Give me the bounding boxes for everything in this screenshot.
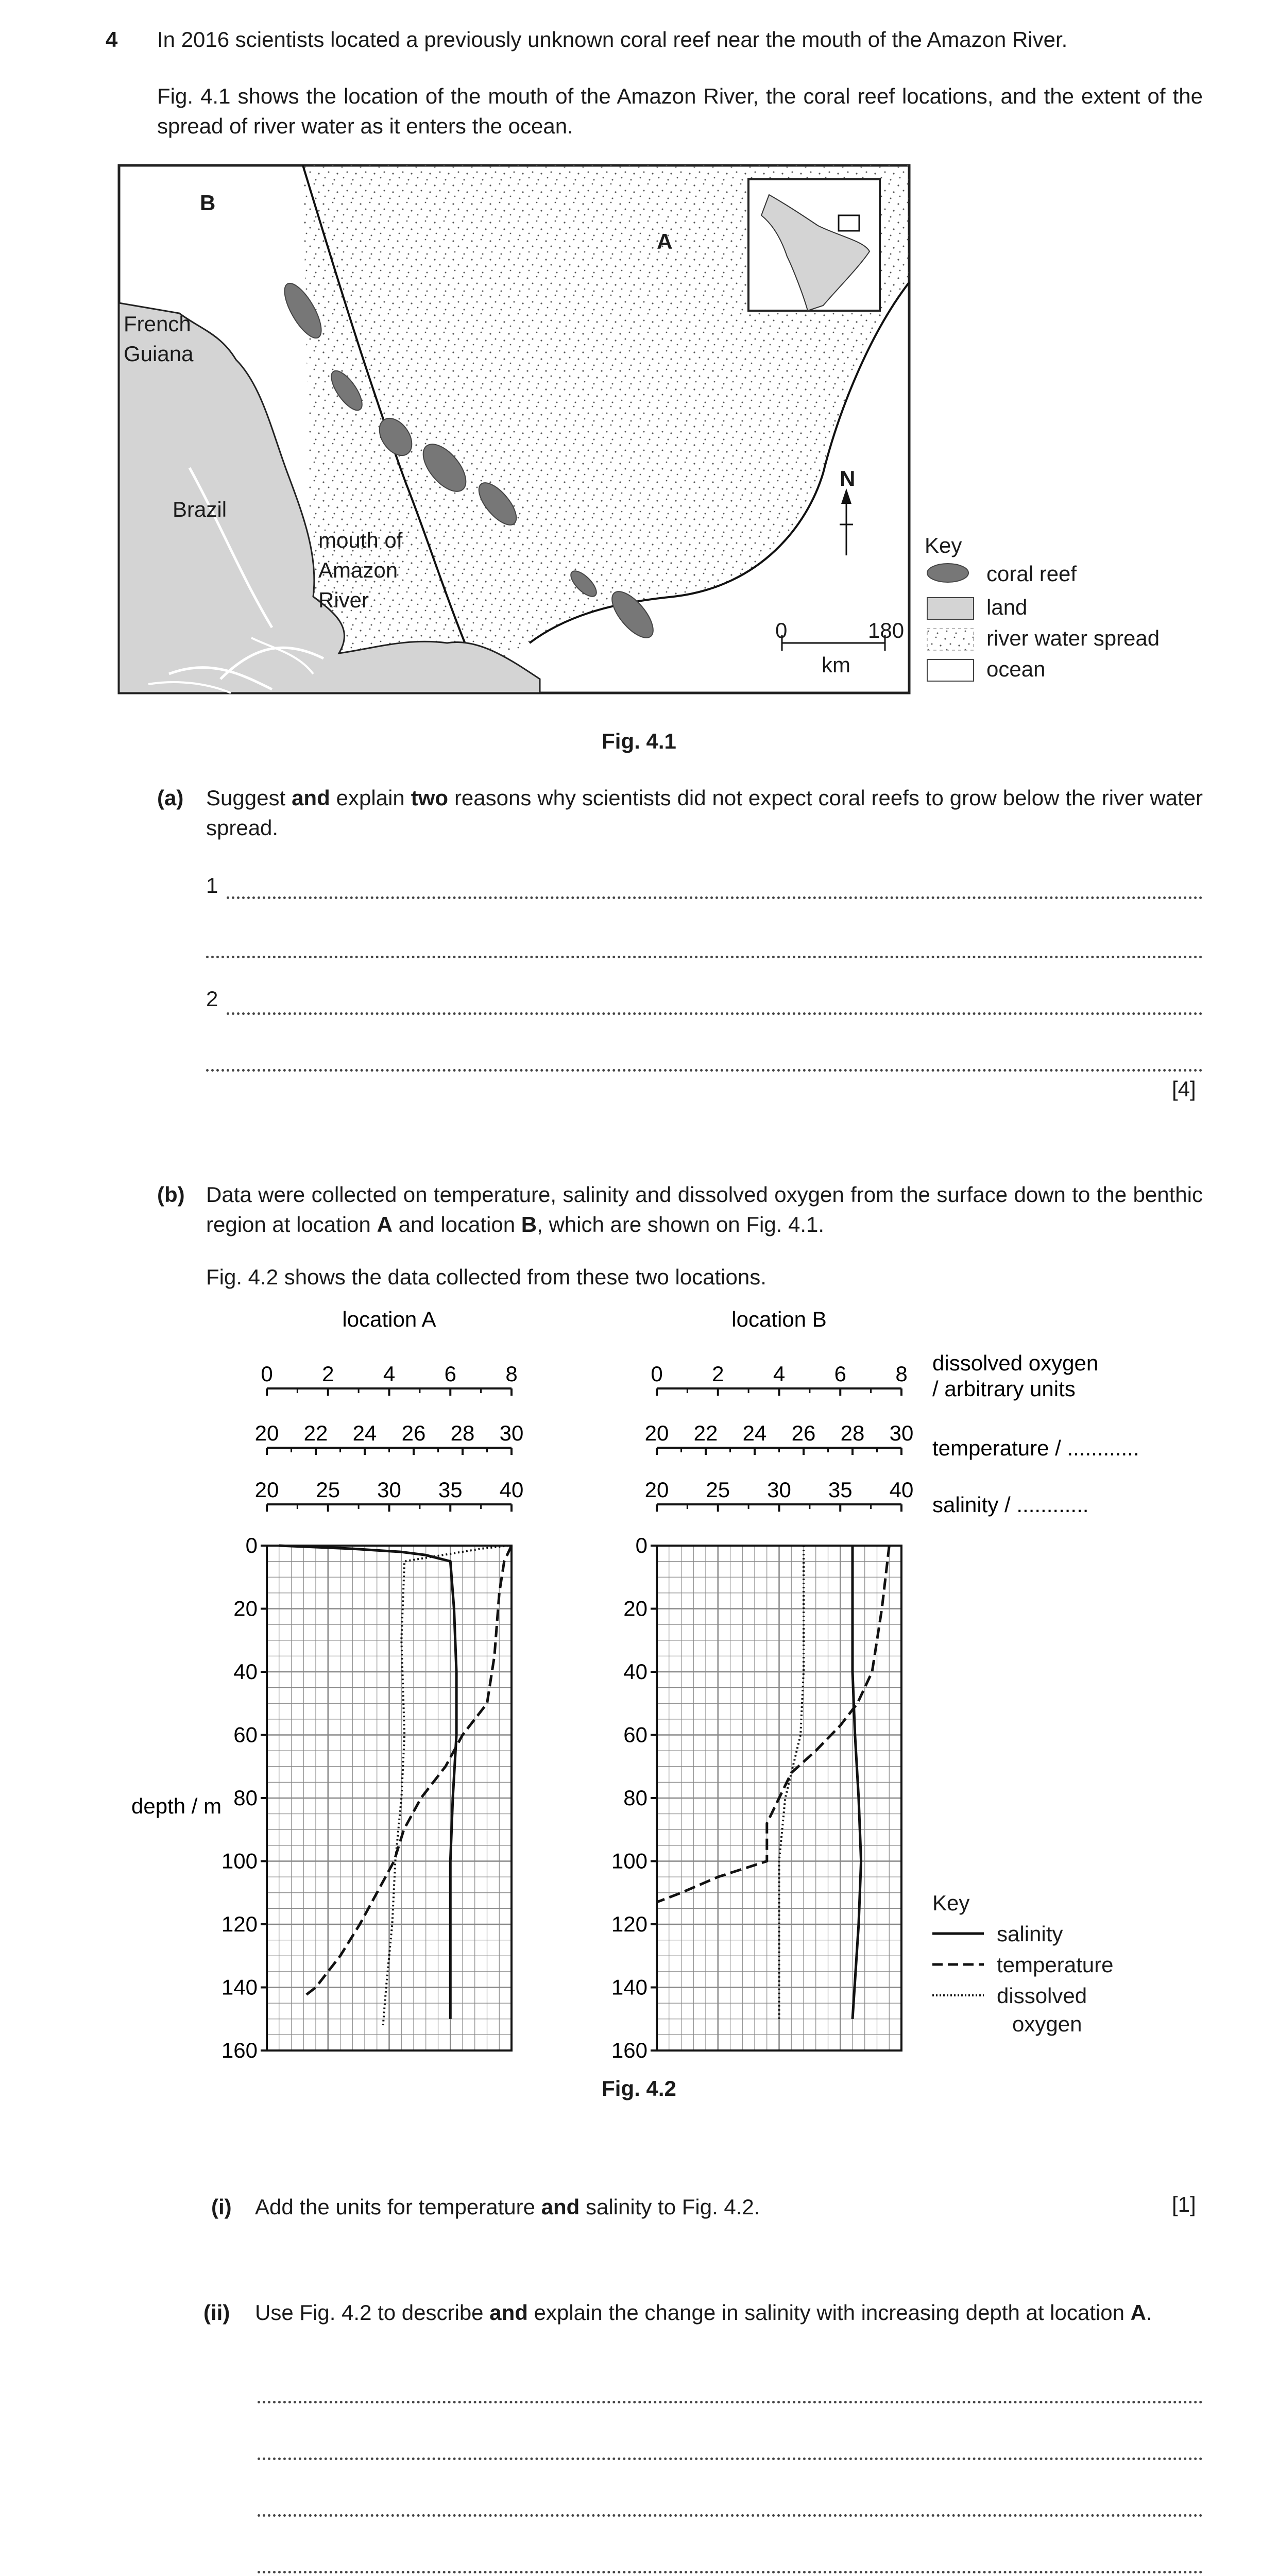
answer-line[interactable] bbox=[227, 1012, 1203, 1015]
y-tick-label: 80 bbox=[233, 1786, 258, 1810]
axis-tick-label: 0 bbox=[651, 1362, 663, 1386]
map-key-coral: coral reef bbox=[986, 562, 1077, 586]
part-b-text: Data were collected on temperature, salinity and dissolved oxygen from the surface down to the benthic region at location A and location B, which are shown on Fig. 4.1. bbox=[206, 1182, 1203, 1236]
axis-tick-label: 6 bbox=[834, 1362, 846, 1386]
axis-tick-label: 20 bbox=[254, 1478, 279, 1502]
question-intro: In 2016 scientists located a previously unknown coral reef near the mouth of the Amazon River. bbox=[157, 27, 1068, 52]
y-tick-label: 140 bbox=[611, 1975, 647, 1999]
fig42-key-title: Key bbox=[932, 1891, 970, 1915]
map-key-river: river water spread bbox=[986, 626, 1160, 650]
map-label-a: A bbox=[657, 229, 673, 253]
map-key-land: land bbox=[986, 595, 1028, 619]
y-tick-label: 40 bbox=[233, 1659, 258, 1684]
axis-tick-label: 35 bbox=[438, 1478, 463, 1502]
y-tick-label: 140 bbox=[221, 1975, 258, 1999]
map-label-b: B bbox=[200, 191, 216, 215]
y-tick-label: 160 bbox=[221, 2038, 258, 2062]
north-label: N bbox=[840, 466, 856, 490]
axis-tick-label: 4 bbox=[773, 1362, 786, 1386]
axis-tick-label: 35 bbox=[828, 1478, 853, 1502]
axis-tick-label: 2 bbox=[322, 1362, 334, 1386]
map-label-brazil: Brazil bbox=[173, 497, 227, 521]
y-tick-label: 20 bbox=[623, 1596, 647, 1621]
map-label-french-guiana-2: Guiana bbox=[124, 342, 194, 366]
land-swatch bbox=[927, 598, 974, 619]
fig41-caption: Fig. 4.1 bbox=[602, 729, 676, 753]
axis-tick-label: 28 bbox=[450, 1421, 475, 1445]
axis-tick-label: 30 bbox=[889, 1421, 914, 1445]
ocean-swatch bbox=[927, 659, 974, 681]
fig42-intro: Fig. 4.2 shows the data collected from these two locations. bbox=[206, 1265, 766, 1289]
fig42-key-oxygen: oxygen bbox=[1012, 2012, 1082, 2036]
fig41-intro: Fig. 4.1 shows the location of the mouth of the Amazon River, the coral reef locations, and the extent of the spread of river water as it enters the ocean. bbox=[157, 84, 1203, 138]
marks-a: [4] bbox=[1172, 1077, 1196, 1101]
map-key-ocean: ocean bbox=[986, 657, 1046, 681]
axis-tick-label: 6 bbox=[444, 1362, 456, 1386]
y-tick-label: 0 bbox=[635, 1533, 647, 1557]
part-a-label: (a) bbox=[157, 786, 184, 810]
part-b-i-text: Add the units for temperature and salinity to Fig. 4.2. bbox=[255, 2195, 760, 2219]
series-dissolved-oxygen bbox=[383, 1546, 509, 2025]
axis-tick-label: 0 bbox=[261, 1362, 273, 1386]
y-tick-label: 60 bbox=[233, 1722, 258, 1747]
series-temperature bbox=[303, 1546, 512, 1997]
axis-tick-label: 30 bbox=[767, 1478, 791, 1502]
part-a-text: Suggest and explain two reasons why scientists did not expect coral reefs to grow below the river water spread. bbox=[206, 786, 1203, 840]
axis-tick-label: 24 bbox=[352, 1421, 377, 1445]
axis-tick-label: 20 bbox=[644, 1421, 669, 1445]
axis-tick-label: 25 bbox=[706, 1478, 730, 1502]
y-tick-label: 160 bbox=[611, 2038, 647, 2062]
axis-tick-label: 25 bbox=[316, 1478, 340, 1502]
map-label-mouth-1: mouth of bbox=[318, 528, 403, 552]
answer-line-1-number: 1 bbox=[206, 873, 218, 897]
y-tick-label: 40 bbox=[623, 1659, 647, 1684]
chart-title: location B bbox=[731, 1309, 827, 1331]
map-label-french-guiana-1: French bbox=[124, 312, 191, 336]
y-tick-label: 120 bbox=[611, 1912, 647, 1936]
part-b-ii-label: (ii) bbox=[203, 2300, 230, 2325]
question-number: 4 bbox=[106, 27, 118, 52]
axis-label-temperature: temperature / ............ bbox=[932, 1436, 1139, 1460]
river-water-swatch bbox=[927, 629, 974, 650]
axis-tick-label: 8 bbox=[505, 1362, 518, 1386]
axis-tick-label: 20 bbox=[254, 1421, 279, 1445]
scale-zero: 0 bbox=[775, 618, 788, 642]
fig42-key-salinity: salinity bbox=[997, 1922, 1063, 1946]
axis-tick-label: 30 bbox=[377, 1478, 401, 1502]
part-b-ii-text: Use Fig. 4.2 to describe and explain the change in salinity with increasing depth at location A. bbox=[255, 2300, 1152, 2325]
y-tick-label: 100 bbox=[221, 1849, 258, 1873]
part-b-i-label: (i) bbox=[211, 2195, 232, 2219]
y-tick-label: 0 bbox=[245, 1533, 258, 1557]
axis-tick-label: 24 bbox=[742, 1421, 767, 1445]
answer-line[interactable] bbox=[206, 956, 1203, 958]
y-tick-label: 100 bbox=[611, 1849, 647, 1873]
axis-tick-label: 26 bbox=[401, 1421, 426, 1445]
y-tick-label: 80 bbox=[623, 1786, 647, 1810]
y-tick-label: 60 bbox=[623, 1722, 647, 1747]
axis-label-salinity: salinity / ............ bbox=[932, 1493, 1089, 1517]
axis-tick-label: 30 bbox=[499, 1421, 524, 1445]
map-key-swatches bbox=[925, 562, 986, 696]
fig42-key-dissolved: dissolved bbox=[997, 1984, 1087, 2008]
axis-tick-label: 28 bbox=[840, 1421, 865, 1445]
amazon-map bbox=[117, 164, 911, 694]
marks-b-i: [1] bbox=[1172, 2192, 1196, 2216]
map-key-title: Key bbox=[925, 533, 962, 557]
axis-tick-label: 20 bbox=[644, 1478, 669, 1502]
axis-tick-label: 26 bbox=[791, 1421, 816, 1445]
axis-tick-label: 2 bbox=[712, 1362, 724, 1386]
part-b-label: (b) bbox=[157, 1182, 185, 1207]
axis-tick-label: 22 bbox=[303, 1421, 328, 1445]
fig42-key-temperature: temperature bbox=[997, 1953, 1114, 1977]
axis-tick-label: 4 bbox=[383, 1362, 396, 1386]
answer-line[interactable] bbox=[258, 2514, 1203, 2517]
scale-max: 180 bbox=[868, 618, 905, 642]
axis-label-dissolved-oxygen: dissolved oxygen bbox=[932, 1351, 1099, 1375]
map-label-mouth-2: Amazon bbox=[318, 558, 398, 582]
coral-reef-swatch bbox=[927, 564, 968, 582]
axis-tick-label: 40 bbox=[889, 1478, 914, 1502]
answer-line-2-number: 2 bbox=[206, 987, 218, 1011]
fig42-key-swatches bbox=[930, 1919, 986, 1996]
axis-tick-label: 8 bbox=[895, 1362, 908, 1386]
depth-axis-label: depth / m bbox=[131, 1794, 222, 1818]
axis-label-oxygen-units: / arbitrary units bbox=[932, 1377, 1076, 1401]
fig42-caption: Fig. 4.2 bbox=[602, 2076, 676, 2100]
answer-line[interactable] bbox=[258, 2458, 1203, 2460]
chart-title: location A bbox=[342, 1309, 436, 1331]
y-tick-label: 20 bbox=[233, 1596, 258, 1621]
scale-unit: km bbox=[822, 653, 850, 677]
axis-tick-label: 40 bbox=[499, 1478, 524, 1502]
map-label-mouth-3: River bbox=[318, 588, 369, 612]
answer-line[interactable] bbox=[258, 2401, 1203, 2403]
y-tick-label: 120 bbox=[221, 1912, 258, 1936]
answer-line[interactable] bbox=[227, 896, 1203, 899]
axis-tick-label: 22 bbox=[693, 1421, 718, 1445]
answer-line[interactable] bbox=[206, 1069, 1203, 1072]
answer-line[interactable] bbox=[258, 2571, 1203, 2573]
